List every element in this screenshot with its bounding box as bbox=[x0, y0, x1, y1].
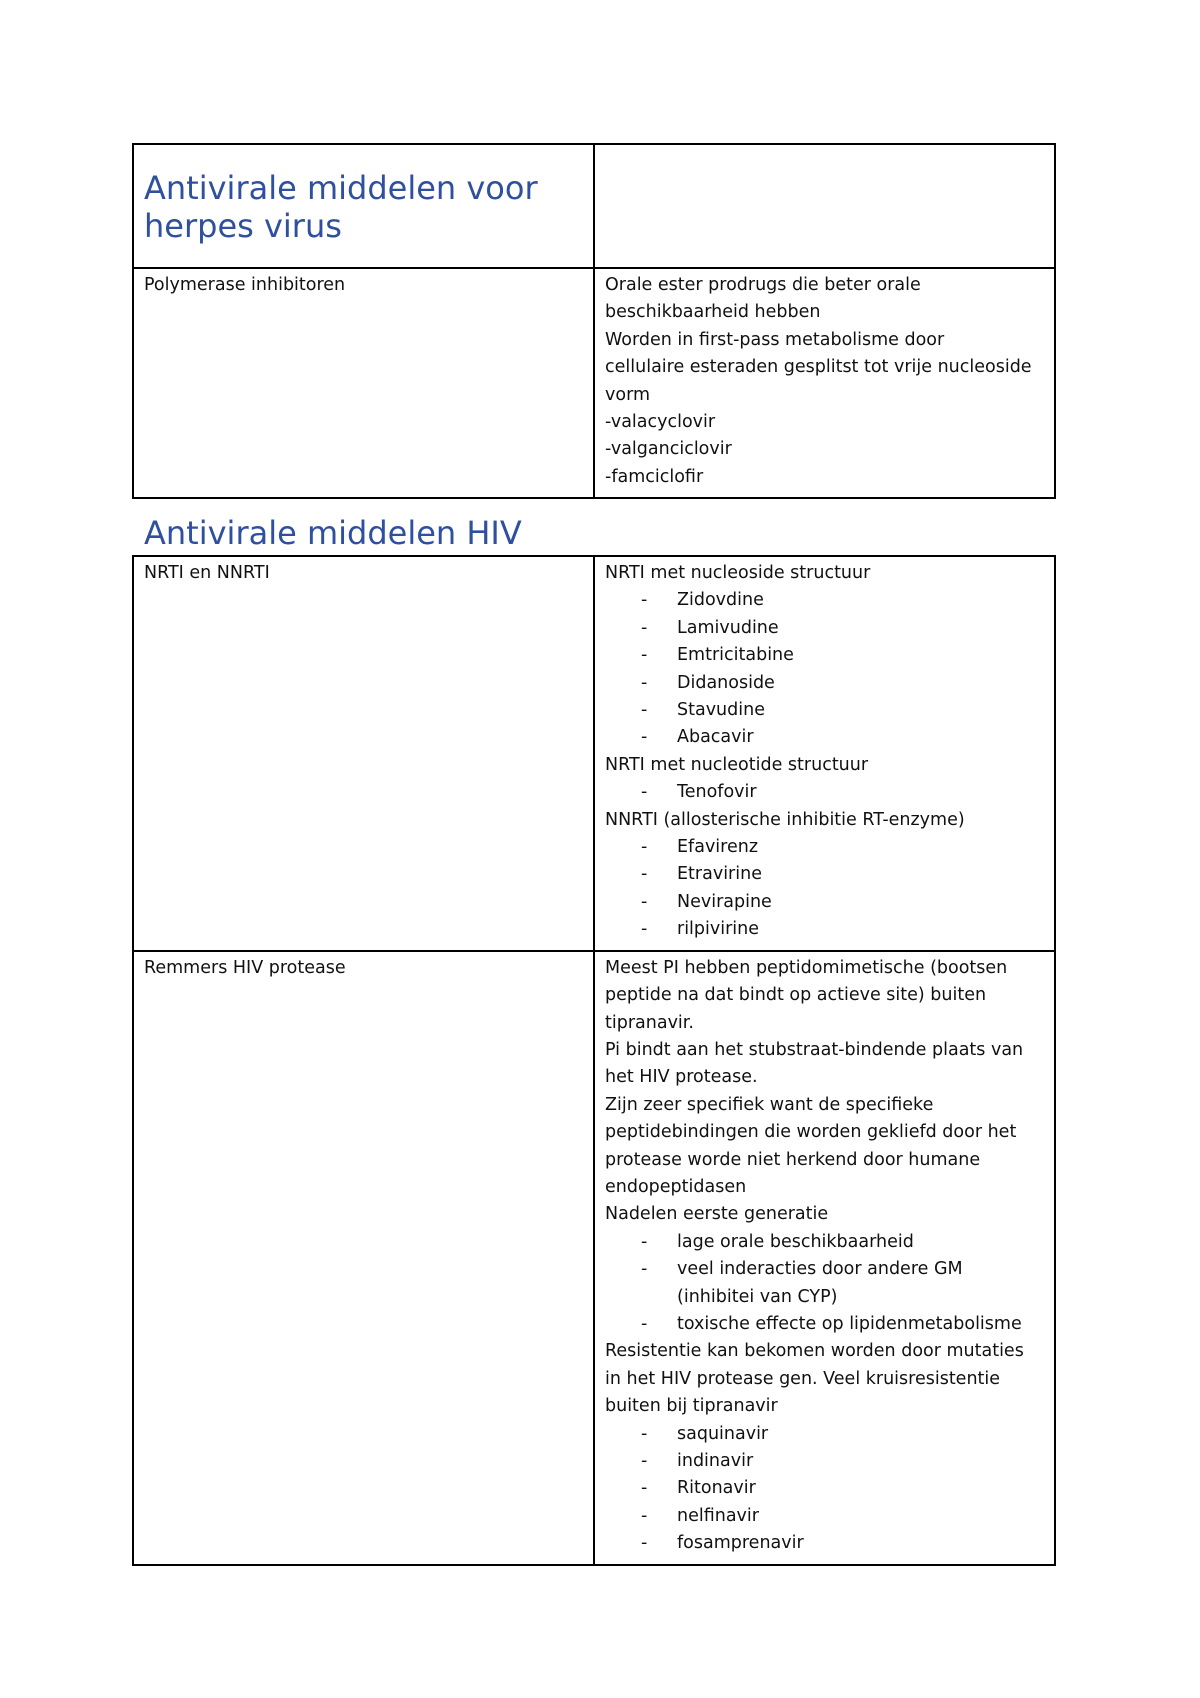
group-title: NRTI met nucleotide structuur bbox=[605, 754, 869, 775]
text-line: Meest PI hebben peptidomimetische (bootsen bbox=[605, 957, 1008, 978]
text-line: het HIV protease. bbox=[605, 1067, 758, 1088]
herpes-heading-line: Antivirale middelen voor bbox=[144, 169, 538, 207]
list-item: - saquinavir bbox=[641, 1423, 769, 1444]
nrti-row bbox=[133, 556, 1055, 951]
text-line: buiten bij tipranavir bbox=[605, 1396, 778, 1417]
herpes-heading bbox=[144, 169, 583, 245]
text-line: Worden in first-pass metabolisme door bbox=[605, 329, 945, 350]
list-item: - Abacavir bbox=[641, 727, 754, 748]
polymerase-details-cell bbox=[594, 268, 1055, 498]
herpes-table bbox=[132, 143, 1056, 499]
text-line: Zijn zeer specifiek want de specifieke bbox=[605, 1094, 934, 1115]
nrti-details-cell bbox=[594, 556, 1055, 951]
nucleotide-list bbox=[605, 779, 1044, 806]
protease-label-cell bbox=[133, 951, 594, 1565]
list-item: - rilpivirine bbox=[641, 919, 760, 940]
list-item: - Etravirine bbox=[641, 864, 762, 885]
polymerase-label-cell bbox=[133, 268, 594, 498]
list-item: - Efavirenz bbox=[641, 837, 759, 858]
list-item: - Ritonavir bbox=[641, 1478, 756, 1499]
herpes-heading-cell bbox=[133, 144, 594, 268]
text-line: Pi bindt aan het stubstraat-bindende plaats van bbox=[605, 1039, 1024, 1060]
protease-drugs-list bbox=[605, 1421, 1044, 1558]
list-item: - nelfinavir bbox=[641, 1505, 759, 1526]
group-title: NRTI met nucleoside structuur bbox=[605, 563, 871, 583]
list-item: - Zidovdine bbox=[641, 590, 764, 611]
list-item: - toxische effecte op lipidenmetabolisme bbox=[641, 1313, 1022, 1334]
list-item: - indinavir bbox=[641, 1451, 754, 1471]
hiv-table bbox=[132, 555, 1056, 1566]
list-item: - fosamprenavir bbox=[641, 1533, 804, 1554]
herpes-header-row bbox=[133, 144, 1055, 268]
list-item: - Stavudine bbox=[641, 700, 765, 721]
text-line: tipranavir. bbox=[605, 1012, 694, 1033]
nnrti-list bbox=[605, 834, 1044, 944]
text-line: Resistentie kan bekomen worden door mutaties bbox=[605, 1341, 1024, 1362]
list-item: - Tenofovir bbox=[641, 782, 757, 803]
row-label: Remmers HIV protease bbox=[144, 957, 346, 978]
text-line: vorm bbox=[605, 384, 650, 405]
protease-row bbox=[133, 951, 1055, 1565]
row-label: Polymerase inhibitoren bbox=[144, 275, 346, 295]
nrti-label-cell bbox=[133, 556, 594, 951]
drug-line: -valganciclovir bbox=[605, 439, 732, 460]
drug-line: -famciclofir bbox=[605, 466, 704, 487]
text-line: Orale ester prodrugs die beter orale bbox=[605, 275, 921, 295]
protease-details-cell bbox=[594, 951, 1055, 1565]
list-item: - lage orale beschikbaarheid bbox=[641, 1231, 914, 1252]
herpes-empty-cell bbox=[594, 144, 1055, 268]
text-line: in het HIV protease gen. Veel kruisresistentie bbox=[605, 1368, 1001, 1389]
list-item: - Emtricitabine bbox=[641, 645, 794, 666]
nucleoside-list bbox=[605, 587, 1044, 751]
list-item: - Lamivudine bbox=[641, 617, 779, 638]
row-label: NRTI en NNRTI bbox=[144, 563, 270, 583]
text-line: peptide na dat bindt op actieve site) buiten bbox=[605, 985, 987, 1006]
list-item: - Didanoside bbox=[641, 672, 775, 693]
drug-line: -valacyclovir bbox=[605, 412, 716, 433]
herpes-heading-line: herpes virus bbox=[144, 207, 342, 245]
text-line: beschikbaarheid hebben bbox=[605, 302, 821, 323]
herpes-body-row bbox=[133, 268, 1055, 498]
text-line: Nadelen eerste generatie bbox=[605, 1204, 829, 1225]
hiv-heading: Antivirale middelen HIV bbox=[144, 514, 522, 552]
list-item: - veel inderacties door andere GM (inhibitei van CYP) bbox=[641, 1259, 963, 1307]
drawbacks-list bbox=[605, 1229, 1044, 1339]
text-line: endopeptidasen bbox=[605, 1176, 747, 1197]
text-line: cellulaire esteraden gesplitst tot vrije nucleoside bbox=[605, 357, 1032, 378]
group-title: NNRTI (allosterische inhibitie RT-enzyme) bbox=[605, 809, 965, 830]
text-line: protease worde niet herkend door humane bbox=[605, 1149, 981, 1170]
text-line: peptidebindingen die worden gekliefd door het bbox=[605, 1122, 1017, 1143]
list-item: - Nevirapine bbox=[641, 891, 772, 912]
